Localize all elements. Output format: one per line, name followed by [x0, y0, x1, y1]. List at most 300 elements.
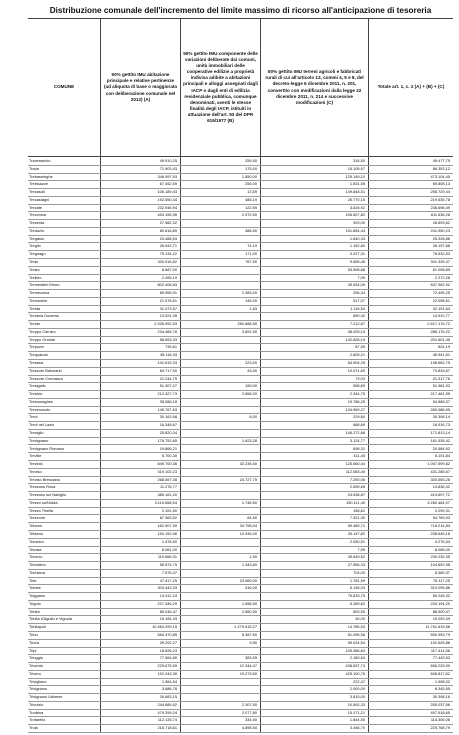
cell-col-c: 1.781,99 [349, 577, 365, 583]
cell-col-c: 7.321,30 [349, 515, 365, 521]
cell-col-a: 35.086,18 [159, 398, 177, 404]
cell-comune: Tremezzina [29, 290, 50, 296]
cell-comune: Trequanda [29, 352, 48, 358]
cell-col-a: 27.582,32 [159, 220, 177, 226]
cell-col-total: 25.328,86 [432, 235, 450, 241]
cell-col-b: 256,00 [245, 181, 257, 187]
cell-col-total: 49.477,75 [432, 158, 450, 163]
cell-comune: Trinitapoli [29, 624, 46, 630]
cell-col-b [180, 452, 260, 460]
cell-comune: Trodena [29, 709, 44, 715]
cell-col-c: 5.289,62 [349, 600, 365, 606]
cell-col-c: 9.655,45 [349, 259, 365, 264]
cell-col-a: 26.683,15 [159, 694, 177, 700]
cell-col-b: 2.972,50 [241, 212, 257, 218]
cell-comune: Treppo Carnico [29, 328, 56, 334]
cell-col-c: 2.180,63 [349, 655, 365, 661]
cell-col-c: 316,50 [353, 158, 365, 163]
cell-comune: Trecenta [29, 220, 45, 226]
cell-col-a: 67.452,59 [159, 181, 177, 187]
cell-col-a: 106.189,43 [157, 189, 177, 195]
cell-col-total: 30.398,14 [432, 414, 450, 420]
cell-col-b: 280.888,50 [237, 321, 257, 327]
cell-col-b: 485,19 [245, 196, 257, 202]
cell-col-c: 155.507,82 [345, 212, 365, 218]
cell-col-c: 411,45 [353, 453, 365, 459]
cell-comune: Trevi nel Lazio [29, 422, 55, 428]
cell-col-c: 1.831,55 [349, 181, 365, 187]
cell-col-a: 30.163,58 [159, 414, 177, 420]
cell-col-total: 280.086,95 [430, 406, 450, 412]
cell-col-total: 1.598,02 [434, 678, 450, 684]
cell-col-b [180, 281, 260, 289]
cell-comune: Trecastagni [29, 196, 50, 202]
cell-col-total: 217.481,55 [430, 391, 450, 397]
cell-col-c: 51.095,58 [347, 631, 365, 637]
cell-col-c: 146.272,88 [345, 429, 365, 435]
cell-col-c: 75.833,75 [347, 593, 365, 599]
cell-col-a: 49.910,25 [159, 158, 177, 163]
cell-col-c: 558,69 [353, 383, 365, 389]
cell-col-c: 48.025,19 [347, 328, 365, 334]
cell-col-c: 14.785,53 [347, 624, 365, 630]
cell-col-total: 824,19 [438, 344, 450, 350]
cell-col-a: 735,61 [165, 344, 177, 350]
cell-col-a: 385.161,20 [157, 492, 177, 498]
cell-col-a: 55.574,75 [159, 562, 177, 568]
cell-col-a: 13.412,24 [159, 593, 177, 599]
cell-col-c: 125.660,44 [345, 461, 365, 467]
cell-col-total: 75.117,25 [432, 577, 450, 583]
cell-col-a: 45.116,33 [159, 352, 177, 358]
cell-comune: Trichiana [29, 569, 45, 575]
cell-col-b [180, 406, 260, 414]
cell-comune: Treppo Grande [29, 336, 56, 342]
cell-col-c: 27.556,33 [347, 562, 365, 568]
cell-col-a: 303.443,33 [157, 585, 177, 591]
cell-col-c: 10.592,33 [347, 701, 365, 707]
cell-col-b: 334,50 [245, 717, 257, 723]
cell-col-total: 286.176,22 [430, 328, 450, 334]
cell-col-total: 88.500,47 [432, 608, 450, 614]
cell-col-b [180, 546, 260, 554]
cell-col-a: 584.470,85 [157, 631, 177, 637]
cell-col-a: 11.276,77 [159, 484, 177, 490]
cell-col-b [180, 312, 260, 320]
cell-col-c: 15.171,21 [347, 709, 365, 715]
cell-comune: Tresana [29, 360, 44, 366]
cell-col-c: 704,00 [353, 569, 365, 575]
cell-col-a: 8.687,00 [161, 266, 177, 272]
cell-col-b [180, 569, 260, 577]
cell-col-total: 473.104,45 [430, 173, 450, 179]
cell-col-a: 77.064,80 [159, 655, 177, 661]
cell-col-b: 34.758,04 [239, 523, 257, 529]
cell-comune: Trino [29, 631, 38, 637]
cell-comune: Tredozio [29, 227, 44, 233]
cell-col-b [180, 398, 260, 406]
cell-col-c: 25.147,82 [347, 530, 365, 536]
cell-col-a: 216.718,61 [157, 725, 177, 731]
cell-comune: Tribiano [29, 530, 43, 536]
cell-col-total: 2.272,28 [434, 274, 450, 280]
cell-col-c: 95.024,54 [347, 639, 365, 645]
cell-col-a: 229.675,95 [157, 663, 177, 669]
table-body [28, 157, 453, 733]
cell-col-b: 1.343,80 [241, 562, 257, 568]
cell-col-total: 2.617.176,72 [427, 321, 450, 327]
cell-comune: Trava [29, 165, 39, 171]
cell-comune: Trebaseleghe [29, 173, 53, 179]
cell-col-a: 346.997,93 [157, 173, 177, 179]
header-col-b: 50% gettito IMU componente delle variazioni deliberate dai comuni, unità immobiliari delle cooperative edilizie a proprietà indivisa adibite a abitazioni principali e alloggi assegnati dagli IACP o dagli enti di edilizia residenziale pubblica, comunque denominati, aventi le stesse finalità degli IACP, istituiti in attuazione dell'art. 93 del DPR 616/1977 (B) [180, 19, 260, 156]
cell-col-total: 21.317,76 [432, 375, 450, 381]
cell-col-total: 497.518,65 [430, 709, 450, 715]
cell-comune: Tricase [29, 546, 42, 552]
cell-col-a: 58.653,33 [159, 336, 177, 342]
cell-col-a: 319.102,23 [157, 468, 177, 474]
cell-col-c: 929,00 [353, 220, 365, 226]
cell-col-c: 2.559,65 [349, 484, 365, 490]
cell-col-b [180, 274, 260, 282]
cell-col-c: 6.136,03 [349, 585, 365, 591]
table-header [28, 18, 453, 157]
cell-col-total: 28.197,68 [432, 243, 450, 249]
cell-col-total: 236.696,49 [430, 204, 450, 210]
cell-col-total: 419.697,72 [430, 492, 450, 498]
cell-col-total: 256.729,44 [430, 189, 450, 195]
cell-col-c: 7.212,87 [349, 321, 365, 327]
cell-col-total: 16.916,73 [432, 422, 450, 428]
cell-col-a: 23.488,53 [159, 235, 177, 241]
cell-comune: Tremestieri Etneo [29, 282, 60, 288]
cell-col-a: 84.717,90 [159, 367, 177, 373]
cell-col-total: 72.495,25 [432, 290, 450, 296]
cell-col-a: 31.073,57 [159, 305, 177, 311]
cell-col-b: 145,00 [245, 297, 257, 303]
cell-col-b [180, 678, 260, 686]
cell-comune: Tresigallo [29, 383, 46, 389]
cell-comune: Treglio [29, 243, 41, 249]
cell-col-a: 2.326.952,53 [154, 321, 177, 327]
cell-col-a: 1.478,50 [161, 538, 177, 544]
cell-comune: Trepuzzi [29, 344, 44, 350]
cell-comune: Trebisacce [29, 181, 48, 187]
cell-col-total: 45.941,51 [432, 352, 450, 358]
cell-col-c: 134.969,27 [345, 406, 365, 412]
cell-col-total: 656.225,90 [430, 663, 450, 669]
cell-col-a: 112.133,74 [157, 717, 177, 723]
cell-col-total: 234.194,20 [430, 600, 450, 606]
cell-comune: Treiso [29, 266, 40, 272]
cell-col-total: 3.262.464,07 [427, 499, 450, 505]
cell-col-total: 431.285,67 [430, 468, 450, 474]
cell-col-c: 142.828,19 [345, 336, 365, 342]
cell-col-a: 192.243,36 [157, 670, 177, 676]
cell-col-total: 611.636,28 [430, 212, 450, 218]
cell-col-a: 13.924,35 [159, 313, 177, 319]
cell-col-total: 225.768,79 [430, 725, 450, 731]
cell-col-c: 19.786,25 [347, 398, 365, 404]
cell-comune: Trecchina [29, 212, 46, 218]
cell-col-a: 8.061,00 [161, 546, 177, 552]
cell-col-b [180, 421, 260, 429]
cell-col-total: 30.398,16 [432, 694, 450, 700]
cell-col-b [180, 266, 260, 274]
cell-col-total: 117.414,56 [430, 647, 450, 653]
cell-col-c: 425.100,76 [345, 670, 365, 676]
cell-col-c: 64.904,25 [347, 360, 365, 366]
cell-col-a: 234.466,76 [157, 328, 177, 334]
cell-col-c: 1.844,50 [349, 717, 365, 723]
cell-col-a: 849.700,36 [157, 461, 177, 467]
cell-col-c: 35.649,52 [347, 554, 365, 560]
cell-col-a: 15.184,33 [159, 616, 177, 622]
cell-col-b [180, 647, 260, 655]
cell-col-b: 13,59 [247, 189, 257, 195]
cell-col-total: 8.068,00 [434, 546, 450, 552]
cell-comune: Trezzo Tinella [29, 507, 54, 513]
cell-col-b [180, 483, 260, 491]
cell-col-a: 89.618,89 [159, 227, 177, 233]
cell-comune: Trivento [29, 663, 43, 669]
cell-col-a: 2.265,19 [161, 274, 177, 280]
cell-col-c: 7.290,06 [349, 476, 365, 482]
cell-col-c: 149.848,51 [345, 189, 365, 195]
cell-col-c: 35.554,09 [347, 282, 365, 288]
cell-col-b: 171,00 [245, 251, 257, 257]
cell-col-c: 659,42 [353, 313, 365, 319]
cell-col-b [180, 219, 260, 227]
cell-col-c: 30,00 [355, 616, 365, 622]
cell-col-c: 698,31 [353, 445, 365, 451]
cell-col-b: 2.307,50 [241, 701, 257, 707]
cell-col-c: 229,60 [353, 414, 365, 420]
cell-col-a: 212.427,73 [157, 391, 177, 397]
cell-comune: Treviso Bresciano [29, 476, 60, 482]
cell-col-total: 104.652,98 [430, 562, 450, 568]
cell-comune: Tregnago [29, 251, 46, 257]
cell-col-b [180, 592, 260, 600]
cell-col-total: 51.981,93 [432, 383, 450, 389]
cell-col-c: 668,69 [353, 422, 365, 428]
cell-col-c: 7,59 [357, 546, 365, 552]
cell-col-total: 61.098,89 [432, 266, 450, 272]
cell-col-a: 802.408,83 [157, 282, 177, 288]
cell-col-b: 383,55 [245, 655, 257, 661]
cell-col-b: 2.560,50 [241, 608, 257, 614]
cell-comune: Trezzano Rosa [29, 484, 56, 490]
cell-col-c: 125.149,10 [345, 173, 365, 179]
cell-col-b: 12.344,47 [239, 663, 257, 669]
cell-col-total: 255.037,56 [430, 701, 450, 707]
cell-comune: Trescore Cremasco [29, 375, 64, 381]
cell-col-c: 59.489,71 [347, 523, 365, 529]
cell-col-total: 300.565,28 [430, 476, 450, 482]
cell-col-b: 1.850,00 [241, 173, 257, 179]
cell-col-a: 18.626,23 [159, 647, 177, 653]
cell-comune: Trevignano [29, 437, 49, 443]
cell-col-total: 6.101,84 [434, 453, 450, 459]
cell-col-b: 4.898,50 [241, 725, 257, 731]
cell-comune: Trento [29, 321, 41, 327]
cell-comune: Triora [29, 639, 40, 645]
cell-comune: Trevenzuolo [29, 406, 51, 412]
cell-col-b: 516,00 [245, 585, 257, 591]
cell-col-a: 21.244,75 [159, 375, 177, 381]
cell-col-b: 1.748,50 [241, 499, 257, 505]
cell-col-c: 73,03 [355, 375, 365, 381]
cell-col-b: 259,50 [245, 158, 257, 163]
cell-comune: Treviso [29, 468, 42, 474]
cell-col-a: 25.820,34 [159, 429, 177, 435]
cell-col-a: 232.946,94 [157, 204, 177, 210]
cell-col-a: 51.307,07 [159, 383, 177, 389]
cell-col-b [180, 351, 260, 359]
cell-comune: Tremosine [29, 297, 48, 303]
cell-comune: Trezzone [29, 515, 46, 521]
cell-comune: Trenta [29, 305, 41, 311]
cell-col-a: 1.364,54 [161, 678, 177, 684]
cell-col-b: 1.623,28 [241, 437, 257, 443]
cell-col-total: 198.662,75 [430, 360, 450, 366]
cell-comune: Trecate [29, 204, 43, 210]
cell-col-b [180, 491, 260, 499]
cell-col-b [180, 375, 260, 383]
cell-col-b: 175,00 [245, 165, 257, 171]
cell-comune: Tricerro [29, 554, 43, 560]
cell-col-total: 341.339,47 [430, 259, 450, 264]
cell-col-a: 39.292,27 [159, 639, 177, 645]
cell-col-total: 238.645,18 [430, 530, 450, 536]
table-row [28, 724, 453, 733]
cell-comune: Trentola Ducenta [29, 313, 59, 319]
cell-col-b: 6,00 [249, 414, 257, 420]
cell-col-c: 3.815,00 [349, 694, 365, 700]
cell-col-a: 7.576,37 [161, 569, 177, 575]
cell-col-b: 24.727,75 [239, 476, 257, 482]
cell-col-c: 3.456,70 [349, 725, 365, 731]
cell-comune: Trezzo sull'Adda [29, 499, 58, 505]
cell-col-total: 20.584,92 [432, 445, 450, 451]
cell-col-total: 14.910,77 [432, 313, 450, 319]
cell-col-b: 159,00 [245, 383, 257, 389]
cell-col-b [180, 538, 260, 546]
cell-col-c: 2.825,21 [349, 352, 365, 358]
cell-col-b: 1.558,50 [241, 600, 257, 606]
cell-col-c: 3.227,31 [349, 251, 365, 257]
cell-col-a: 3.686,78 [161, 686, 177, 692]
header-comune: COMUNE [53, 84, 75, 90]
cell-col-a: 19.866,21 [159, 445, 177, 451]
cell-col-a: 192.550,44 [157, 196, 177, 202]
cell-comune: Triei [29, 577, 37, 583]
cell-comune: Trigolo [29, 600, 41, 606]
cell-col-b [180, 468, 260, 476]
cell-col-b: 2.383,00 [241, 290, 257, 296]
cell-comune: Trevignano Romano [29, 445, 65, 451]
cell-comune: Triggiano [29, 593, 46, 599]
cell-col-c: 105.366,83 [345, 647, 365, 653]
cell-col-total: 69.808,13 [432, 181, 450, 187]
cell-col-total: 78.532,53 [432, 251, 450, 257]
cell-col-total: 114.306,06 [430, 717, 450, 723]
cell-col-b: 223,00 [245, 360, 257, 366]
cell-col-b [180, 336, 260, 344]
cell-col-b: 9,50 [249, 639, 257, 645]
cell-col-a: 75.134,22 [159, 251, 177, 257]
cell-col-total: 837.962,92 [430, 282, 450, 288]
cell-col-c: 112.083,40 [345, 468, 365, 474]
cell-col-b: 2.077,80 [241, 709, 257, 715]
cell-col-c: 1.116,54 [350, 305, 365, 311]
cell-col-a: 453.155,96 [157, 212, 177, 218]
cell-col-b: 767,50 [245, 259, 257, 264]
cell-col-total: 716.214,84 [430, 523, 450, 529]
cell-col-total: 13.836,42 [432, 484, 450, 490]
cell-col-c: 10.071,69 [347, 367, 365, 373]
cell-col-total: 54.888,37 [432, 398, 450, 404]
cell-comune: Trofarello [29, 717, 46, 723]
cell-col-total: 22.098,61 [432, 297, 450, 303]
cell-comune: Traversetolo [29, 158, 51, 163]
cell-col-total: 241.950,23 [430, 227, 450, 233]
header-col-c: 50% gettito IMU terreni agricoli e fabbricati rurali di cui all'articolo 13, commi 4, 5 e 8, del decreto-legge 6 dicembre 2011, n. 201, convertito con modificazioni dalla legge 22 dicembre 2011, n. 214 e successive modificazioni (C) [260, 19, 368, 156]
cell-col-a: 479.299,24 [157, 709, 177, 715]
cell-col-b: 386,50 [245, 227, 257, 233]
cell-col-c: 1.152,80 [349, 243, 365, 249]
cell-col-total: 171.813,14 [430, 429, 450, 435]
cell-col-total: 310.095,86 [430, 585, 450, 591]
cell-comune: Tripi [29, 647, 37, 653]
cell-col-c: 7,09 [357, 274, 365, 280]
cell-col-b: 19.273,50 [239, 670, 257, 676]
cell-comune: Trivero [29, 670, 41, 676]
cell-col-c: 438.637,74 [345, 663, 365, 669]
cell-col-a: 330.916,52 [157, 259, 177, 264]
cell-col-b: 1,50 [249, 554, 257, 560]
cell-col-a: 150.152,46 [157, 530, 177, 536]
cell-comune: Triuggio [29, 655, 43, 661]
cell-col-b [180, 445, 260, 453]
cell-col-c: 893,50 [353, 608, 365, 614]
cell-comune: Trivigliano [29, 678, 47, 684]
cell-comune: Trezzano sul Naviglio [29, 492, 67, 498]
cell-col-b: 1,63 [249, 305, 257, 311]
cell-col-b: 74,19 [247, 243, 257, 249]
cell-comune: Trinità d'Agultu e Vignola [29, 616, 72, 622]
cell-col-a: 3.110.658,54 [154, 499, 177, 505]
cell-col-total: 590.953,79 [430, 631, 450, 637]
cell-col-a: 145.767,63 [157, 406, 177, 412]
cell-col-c: 24.538,87 [347, 492, 365, 498]
cell-col-c: 25.770,15 [347, 196, 365, 202]
header-col-total: Totale art. 1, c. 2 (A) + (B) + (C) [368, 19, 453, 156]
cell-col-total: 11.761.615,56 [425, 624, 450, 630]
cell-col-total: 15.253,39 [432, 616, 450, 622]
cell-col-a: 10.463.299,15 [152, 624, 177, 630]
cell-col-a: 69.955,91 [159, 290, 177, 296]
cell-comune: Troia [29, 725, 38, 731]
cell-col-c: 53.508,68 [347, 266, 365, 272]
cell-comune: Treia [29, 259, 38, 264]
cell-comune: Trivignano [29, 686, 48, 692]
cell-comune: Trieste [29, 585, 41, 591]
cell-col-c: 158,81 [353, 507, 365, 513]
cell-col-c: 222,47 [353, 678, 365, 684]
cell-col-b [180, 343, 260, 351]
cell-col-total: 86.353,12 [432, 165, 450, 171]
